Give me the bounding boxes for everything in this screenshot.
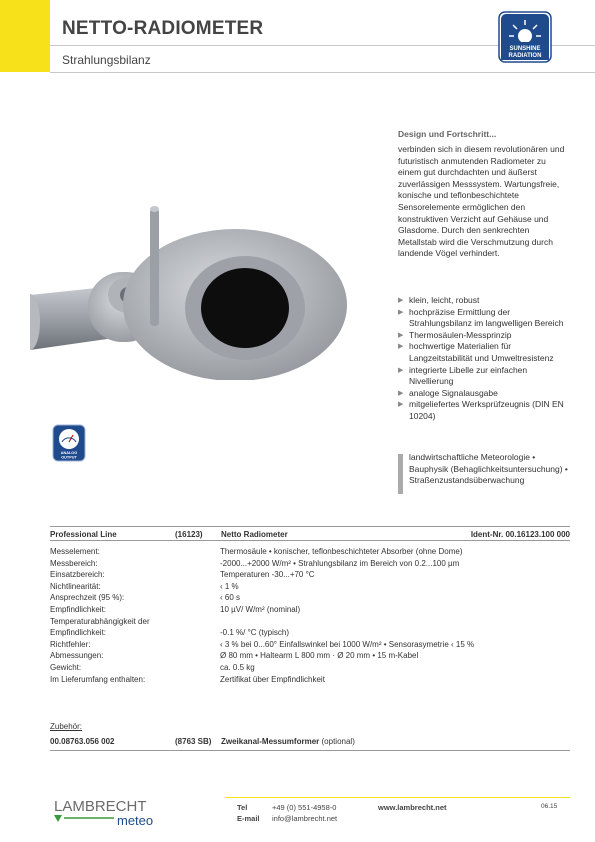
feature-text: mitgeliefertes Werksprüfzeugnis (DIN EN 10204) <box>409 399 564 421</box>
accessories-label: Zubehör: <box>50 722 83 731</box>
spec-value: 10 µV/ W/m² (nominal) <box>220 604 301 614</box>
spec-value: Zertifikat über Empfindlichkeit <box>220 674 325 684</box>
spec-value: -2000...+2000 W/m² • Strahlungsbilanz im Bereich von 0.2...100 µm <box>220 558 460 568</box>
table-row <box>50 617 570 629</box>
feature-text: analoge Signalausgabe <box>409 387 498 398</box>
feature-text: integrierte Libelle zur einfachen Nivellierung <box>409 364 528 387</box>
bullet-arrow-icon: ▶ <box>398 297 404 304</box>
analog-badge-line1: ANALOG <box>60 451 78 455</box>
spec-key: Empfindlichkeit: <box>50 604 107 614</box>
version-code: 06.15 <box>541 803 558 810</box>
spec-key: Abmessungen: <box>50 651 104 661</box>
table-row <box>50 675 570 687</box>
ident-number: Ident-Nr. 00.16123.100 000 <box>470 530 570 539</box>
applications-text: landwirtschaftliche Meteorologie • Bauphysik (Behaglichkeitsuntersuchung) • Straßenzustandsüberwachung <box>409 452 568 486</box>
accessory-note: (optional) <box>321 737 355 746</box>
table-row <box>50 605 570 617</box>
table-row <box>50 663 570 675</box>
accessory-ident: 00.08763.056 002 <box>50 737 115 746</box>
list-item <box>398 307 573 330</box>
spec-key: Messelement: <box>50 547 100 556</box>
spec-key: Einsatzbereich: <box>50 570 105 580</box>
table-row <box>50 570 570 582</box>
accessory-name: Zweikanal-Messumformer <box>221 737 320 746</box>
feature-text: klein, leicht, robust <box>409 295 480 305</box>
accessory-description <box>221 737 355 746</box>
applications-accent-bar <box>398 454 403 494</box>
product-line: Professional Line <box>50 530 117 539</box>
spec-key: Messbereich: <box>50 558 98 568</box>
spec-value: ‹ 3 % bei 0...60° Einfallswinkel bei 1000 W/m² • Sensorasymetrie ‹ 15 % <box>220 639 475 649</box>
sunshine-radiation-icon <box>498 11 552 63</box>
feature-list <box>398 295 573 423</box>
list-item <box>398 399 573 422</box>
email-address[interactable]: info@lambrecht.net <box>272 814 338 823</box>
table-divider <box>50 540 570 541</box>
table-divider <box>50 750 570 751</box>
header-divider <box>50 72 595 73</box>
email-label: E-mail <box>237 814 260 823</box>
spec-key: Temperaturabhängigkeit der <box>50 616 150 626</box>
logo-top: LAMBRECHT <box>54 798 147 815</box>
badge-line1: SUNSHINE <box>509 46 541 52</box>
feature-text: Thermosäulen-Messprinzip <box>409 329 512 340</box>
table-row <box>50 582 570 594</box>
badge-line2: RADIATION <box>508 53 542 59</box>
table-row <box>50 640 570 652</box>
bullet-arrow-icon: ▶ <box>398 308 404 316</box>
table-row <box>50 593 570 605</box>
list-item <box>398 388 573 400</box>
design-description: verbinden sich in diesem revolutionären und futuristisch anmutenden Radiometer zu einem gut durchdachten und äußerst zuverlässigen Messsystem. Wartungsfreie, konische und teflonbeschichtete Sensorelemente ermöglichen den konstruktiven Verzicht auf Gehäuse und Glasdome. Durch den senkrechten Metallstab wird die Verschmutzung durch landende Vögel verhindert. <box>398 144 565 259</box>
bullet-arrow-icon: ▶ <box>398 343 404 351</box>
spec-value: ‹ 1 % <box>220 581 239 591</box>
spec-key: Empfindlichkeit: <box>50 628 107 638</box>
table-row <box>50 651 570 663</box>
spec-value: Temperaturen -30...+70 °C <box>220 570 315 580</box>
table-divider <box>50 526 570 527</box>
website-link[interactable]: www.lambrecht.net <box>378 803 447 812</box>
spec-key: Richtfehler: <box>50 639 91 649</box>
analog-output-icon <box>52 424 86 462</box>
logo-triangle-icon <box>54 815 62 822</box>
spec-value: Thermosäule • konischer, teflonbeschichteter Absorber (ohne Dome) <box>220 547 463 556</box>
spec-key: Ansprechzeit (95 %): <box>50 593 125 603</box>
page-subtitle: Strahlungsbilanz <box>62 53 151 67</box>
table-row <box>50 547 570 559</box>
spec-key: Nichtlinearität: <box>50 581 101 591</box>
spec-table <box>50 547 570 686</box>
accessory-code: (8763 SB) <box>175 737 212 746</box>
spec-value: ‹ 60 s <box>220 593 241 603</box>
spec-value: -0.1 %/ °C (typisch) <box>220 628 289 638</box>
bullet-arrow-icon: ▶ <box>398 331 404 339</box>
analog-badge-line2: OUTPUT <box>61 455 77 460</box>
list-item <box>398 330 573 342</box>
bullet-arrow-icon: ▶ <box>398 401 404 409</box>
list-item <box>398 365 573 388</box>
radiometer-product-image <box>30 200 370 380</box>
spec-key: Im Lieferumfang enthalten: <box>50 674 146 684</box>
logo-bottom: meteo <box>117 813 154 827</box>
header-accent-bar <box>0 0 50 72</box>
feature-text: hochwertige Materialien für Langzeitstabilität und Umweltresistenz <box>409 341 554 363</box>
footer-divider <box>225 797 570 798</box>
product-name: Netto Radiometer <box>221 530 288 539</box>
product-code: (16123) <box>175 530 203 539</box>
design-heading: Design und Fortschritt... <box>398 129 497 139</box>
tel-number: +49 (0) 551-4958-0 <box>272 803 337 812</box>
spec-value: ca. 0.5 kg <box>220 662 255 672</box>
spec-value: Ø 80 mm • Haltearm L 800 mm · Ø 20 mm • 15 m-Kabel <box>220 651 419 661</box>
list-item <box>398 341 573 364</box>
table-row <box>50 559 570 571</box>
bullet-arrow-icon: ▶ <box>398 389 404 397</box>
bullet-arrow-icon: ▶ <box>398 366 404 374</box>
page-title: NETTO-RADIOMETER <box>62 18 264 39</box>
spec-key: Gewicht: <box>50 662 82 672</box>
tel-label: Tel <box>237 803 248 812</box>
list-item <box>398 295 573 307</box>
lambrecht-meteo-logo <box>52 797 172 827</box>
table-row <box>50 628 570 640</box>
feature-text: hochpräzise Ermittlung der Strahlungsbilanz im langwelligen Bereich <box>409 306 564 329</box>
spec-value <box>220 617 570 629</box>
